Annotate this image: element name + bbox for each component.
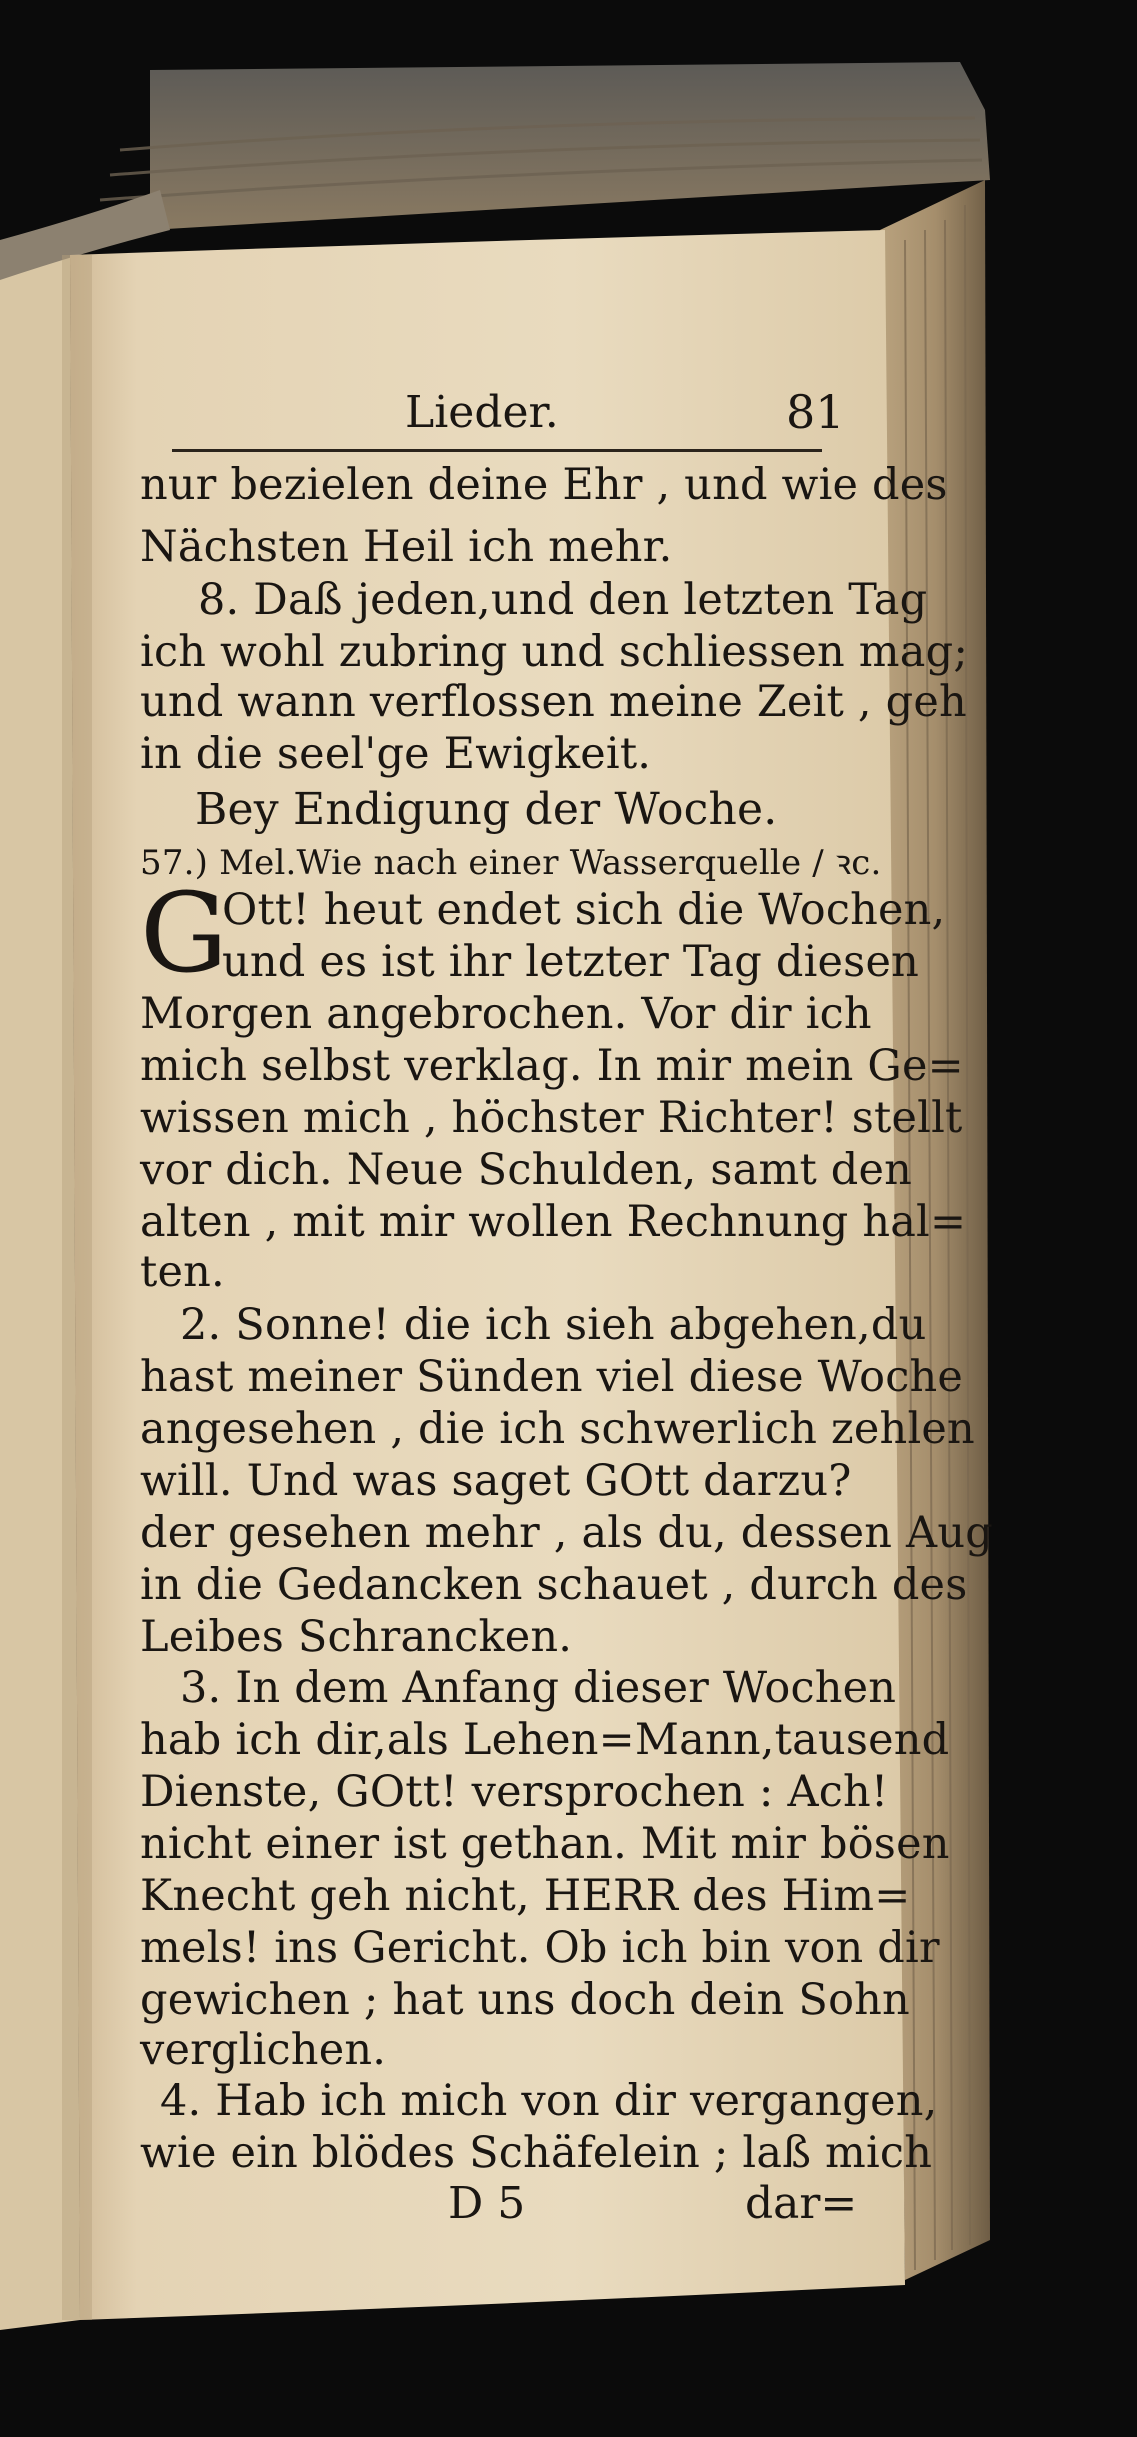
text-line: wie ein blödes Schäfelein ; laß mich xyxy=(140,2128,933,2178)
text-line: Dienste, GOtt! versprochen : Ach! xyxy=(140,1767,889,1817)
drop-cap: G xyxy=(140,869,228,997)
page-number: 81 xyxy=(786,385,845,439)
text-line: hast meiner Sünden viel diese Woche xyxy=(140,1352,964,1402)
text-line: der gesehen mehr , als du, dessen Aug xyxy=(140,1508,993,1558)
text-line: 2. Sonne! die ich sieh abgehen,du xyxy=(180,1300,927,1350)
text-line: mich selbst verklag. In mir mein Ge= xyxy=(140,1041,964,1091)
text-line: in die seel'ge Ewigkeit. xyxy=(140,729,652,779)
melody-line: 57.) Mel.Wie nach einer Wasserquelle / ꝛc. xyxy=(140,843,882,883)
text-line: nur bezielen deine Ehr , und wie des xyxy=(140,460,948,510)
text-line: alten , mit mir wollen Rechnung hal= xyxy=(140,1197,967,1247)
text-line: ten. xyxy=(140,1247,225,1297)
text-line: 3. In dem Anfang dieser Wochen xyxy=(180,1663,897,1713)
text-line: Nächsten Heil ich mehr. xyxy=(140,522,673,572)
section-heading: Bey Endigung der Woche. xyxy=(195,784,778,835)
text-line: Leibes Schrancken. xyxy=(140,1612,573,1662)
text-line: nicht einer ist gethan. Mit mir bösen xyxy=(140,1819,950,1869)
text-line: in die Gedancken schauet , durch des xyxy=(140,1560,968,1610)
text-line: gewichen ; hat uns doch dein Sohn xyxy=(140,1975,910,2025)
signature-mark: D 5 xyxy=(448,2178,526,2229)
text-line: Knecht geh nicht, HERR des Him= xyxy=(140,1871,911,1921)
running-title: Lieder. xyxy=(405,387,559,438)
header-rule xyxy=(172,449,822,452)
text-line: will. Und was saget GOtt darzu? xyxy=(140,1456,852,1506)
catchword: dar= xyxy=(745,2178,858,2229)
text-line: wissen mich , höchster Richter! stellt xyxy=(140,1093,963,1143)
text-line: 4. Hab ich mich von dir vergangen, xyxy=(160,2076,938,2126)
text-line: verglichen. xyxy=(140,2025,387,2075)
text-line: angesehen , die ich schwerlich zehlen xyxy=(140,1404,975,1454)
text-line: mels! ins Gericht. Ob ich bin von dir xyxy=(140,1923,940,1973)
text-line: hab ich dir,als Lehen=Mann,tausend xyxy=(140,1715,950,1765)
text-line: Ott! heut endet sich die Wochen, xyxy=(222,885,946,935)
text-line: 8. Daß jeden,und den letzten Tag xyxy=(198,575,928,625)
text-line: Morgen angebrochen. Vor dir ich xyxy=(140,989,872,1039)
text-line: und es ist ihr letzter Tag diesen xyxy=(222,937,919,987)
text-line: und wann verflossen meine Zeit , geh xyxy=(140,677,967,727)
text-line: vor dich. Neue Schulden, samt den xyxy=(140,1145,913,1195)
text-line: ich wohl zubring und schliessen mag; xyxy=(140,627,969,677)
